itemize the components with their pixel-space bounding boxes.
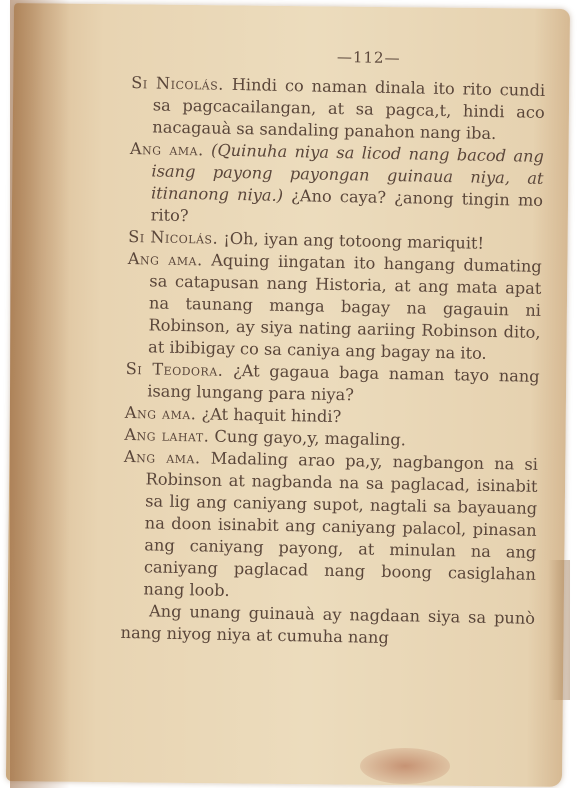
speaker-label: Si Teodora.: [125, 358, 224, 380]
dialogue-ama-2: [126, 248, 542, 366]
dialogue-text: Aquing iingatan ito hangang dumating sa catapusan nang Historia, at ang mata apat na taunang manga bagay na gagauin ni Robinson, ay siya nating aariing Robinson dito, at ibibigay co sa caniya ang bagay na ito.: [147, 250, 542, 363]
dialogue-ama-1: [128, 138, 544, 234]
binding-shadow: [10, 0, 70, 788]
dialogue-text: Cung gayo,y, magaling.: [214, 426, 407, 450]
speaker-label: Ang ama.: [124, 402, 197, 424]
dialogue-text: ¿At haquit hindi?: [201, 404, 342, 427]
page-number: —112—: [336, 47, 401, 68]
dialogue-ama-4: [121, 446, 538, 608]
dialogue-text: ¿Ano caya? ¿anong tingin mo rito?: [150, 185, 544, 226]
stage-direction: (Quinuha niya sa licod nang bacod ang isang payong payongan guinaua niya, at itinanong niya.): [150, 140, 545, 205]
narrative-paragraph: [120, 600, 535, 652]
dialogue-text: Madaling arao pa,y, nagbangon na si Robinson at nagbanda na sa paglacad, isinabit sa lig ang caniyang supot, nagtali sa bayauang na doon isinabit ang caniyang palacol, pinasan ang caniyang payong, at minulan na ang caniyang paglacad nang boong casiglahan nang loob.: [143, 448, 539, 600]
edge-stain: [548, 560, 570, 700]
speaker-label: Ang lahat.: [124, 424, 210, 446]
dialogue-nicolas-1: [130, 72, 545, 146]
speaker-label: Ang ama.: [129, 138, 204, 160]
page-body: [120, 42, 545, 652]
speaker-label: Ang ama.: [127, 248, 203, 270]
dialogue-text: Hindi co naman dinala ito rito cundi sa pagcacailangan, at sa pagca,t, hindi aco nacagauà sa sandaling panahon nang iba.: [152, 74, 546, 144]
narrative-text: Ang unang guinauà ay nagdaan siya sa punò nang niyog niya at cumuha nang: [120, 601, 536, 648]
speaker-label: Si Nicolás.: [128, 226, 219, 248]
dialogue-teodora-1: [125, 358, 540, 410]
speaker-label: Si Nicolás.: [131, 72, 225, 94]
dialogue-text: ¿At gagaua baga naman tayo nang isang lungang para niya?: [147, 361, 540, 405]
dialogue-text: ¡Oh, iyan ang totoong mariquit!: [223, 228, 485, 253]
speaker-label: Ang ama.: [123, 446, 201, 468]
paper-stain: [360, 748, 450, 784]
